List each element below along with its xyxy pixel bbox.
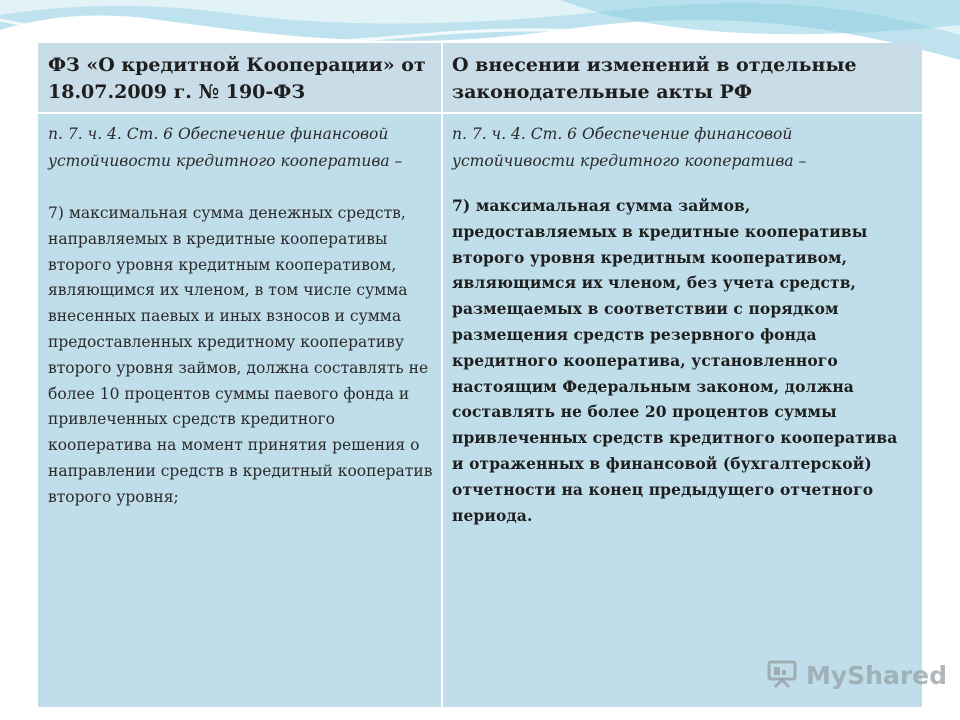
- column-divider: [441, 43, 443, 707]
- comparison-table: [38, 43, 922, 707]
- watermark: [766, 655, 947, 695]
- projector-screen-icon: [766, 659, 800, 691]
- watermark-text: MyShared: [806, 660, 948, 690]
- right-intro-text: п. 7. ч. 4. Ст. 6 Обеспечение финансовой устойчивости кредитного кооператива –: [452, 125, 807, 170]
- header-right-title: О внесении изменений в отдельные законодательные акты РФ: [452, 54, 857, 103]
- header-left-title: ФЗ «О кредитной Кооперации» от 18.07.2009 г. № 190-ФЗ: [48, 54, 426, 103]
- left-column-cell: [48, 121, 433, 511]
- right-column-cell: [452, 121, 914, 528]
- left-intro-text: п. 7. ч. 4. Ст. 6 Обеспечение финансовой устойчивости кредитного кооператива –: [48, 125, 403, 170]
- row-divider: [38, 112, 922, 114]
- right-item-text: 7) максимальная сумма займов, предоставляемых в кредитные кооперативы второго уровня кредитным кооперативом, являющимся их членом, без учета средств, размещаемых в соответствии с порядком размещения средств резервного фонда кредитного кооператива, установленного настоящим Федеральным законом, должна составлять не более 20 процентов суммы привлеченных средств кредитного кооператива и отраженных в финансовой (бухгалтерской) отчетности на конец предыдущего отчетного периода.: [452, 196, 898, 525]
- left-item-text: 7) максимальная сумма денежных средств, направляемых в кредитные кооперативы второго уровня кредитным кооперативом, являющимся их членом, в том числе сумма внесенных паевых и иных взносов и сумма предоставленных кредитному кооперативу второго уровня займов, должна составлять не более 10 процентов суммы паевого фонда и привлеченных средств кредитного кооператива на момент принятия решения о направлении средств в кредитный кооператив второго уровня;: [48, 204, 433, 506]
